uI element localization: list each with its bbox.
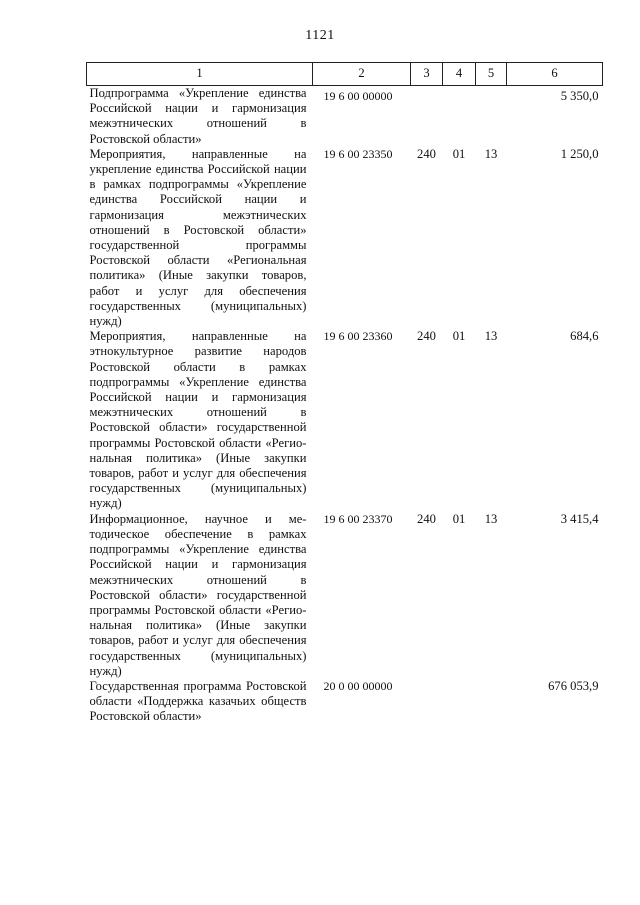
row-pr: [476, 679, 507, 725]
row-vr: 240: [417, 329, 436, 344]
row-name: Государственная программа Ростовской области «Поддержка казачьих обществ Ростовской области»: [89, 678, 307, 724]
row-vr: 240: [417, 511, 436, 526]
header-col-5: 5: [476, 63, 507, 86]
table-header-row: [87, 63, 603, 86]
row-code: 20 0 00 00000: [323, 678, 393, 693]
row-amount: 3 415,4: [560, 511, 599, 526]
table-row: [87, 147, 603, 329]
row-code: 19 6 00 23360: [323, 329, 393, 344]
row-name: Мероприятия, направленные на укрепление единства Российской нации в рамках подпрограммы «Укрепление единства Российской нации и гармонизация межэтнических отношений в Ростовской области» государственной программы Ростовской области «Региональная политика» (Иные закупки товаров, работ и услуг для обеспечения государственных (муниципальных) нужд): [89, 146, 307, 329]
row-pr: 13: [484, 146, 498, 161]
row-rz: 01: [452, 329, 466, 344]
row-vr: 240: [417, 146, 436, 161]
row-amount: 676 053,9: [548, 678, 599, 693]
row-name: Подпрограмма «Укрепление единства Российской нации и гармонизация межэтнических отношений в Ростовской области»: [89, 86, 307, 146]
header-col-1: 1: [87, 63, 313, 86]
row-code: 19 6 00 23370: [323, 511, 393, 526]
row-pr: [476, 86, 507, 147]
table-row: [87, 86, 603, 147]
header-col-3: 3: [411, 63, 443, 86]
table-row: [87, 329, 603, 511]
row-pr: 13: [484, 329, 498, 344]
row-amount: 684,6: [570, 329, 599, 344]
row-pr: 13: [484, 511, 498, 526]
row-rz: [443, 86, 476, 147]
row-name: Информационное, научное и методическое обеспечение в рамках подпрограммы «Укрепление единства Российской нации и гармонизация межэтнических отношений в Ростовской области» государственной программы Ростовской области «Региональная политика» (Иные закупки товаров, работ и услуг для обеспечения государственных (муниципальных) нужд): [89, 511, 307, 678]
row-amount: 5 350,0: [560, 89, 599, 103]
row-amount: 1 250,0: [560, 146, 599, 161]
header-col-2: 2: [313, 63, 411, 86]
budget-table: [86, 62, 603, 725]
row-vr: [411, 86, 443, 147]
row-vr: [411, 679, 443, 725]
row-code: 19 6 00 00000: [323, 89, 393, 103]
row-rz: 01: [452, 146, 466, 161]
row-code: 19 6 00 23350: [323, 146, 393, 161]
row-name: Мероприятия, направленные на этнокультурное развитие народов Ростовской области в рамках подпрограммы «Укрепление единства Российской нации и гармонизация межэтнических отношений в Ростовской области» государственной программы Ростовской области «Региональная политика» (Иные закупки товаров, работ и услуг для обеспечения государственных (муниципальных) нужд): [89, 329, 307, 511]
header-col-6: 6: [507, 63, 603, 86]
page-number: 1121: [305, 28, 335, 43]
row-rz: 01: [452, 511, 466, 526]
row-rz: [443, 679, 476, 725]
table-row: [87, 512, 603, 679]
table-row: [87, 679, 603, 725]
header-col-4: 4: [443, 63, 476, 86]
